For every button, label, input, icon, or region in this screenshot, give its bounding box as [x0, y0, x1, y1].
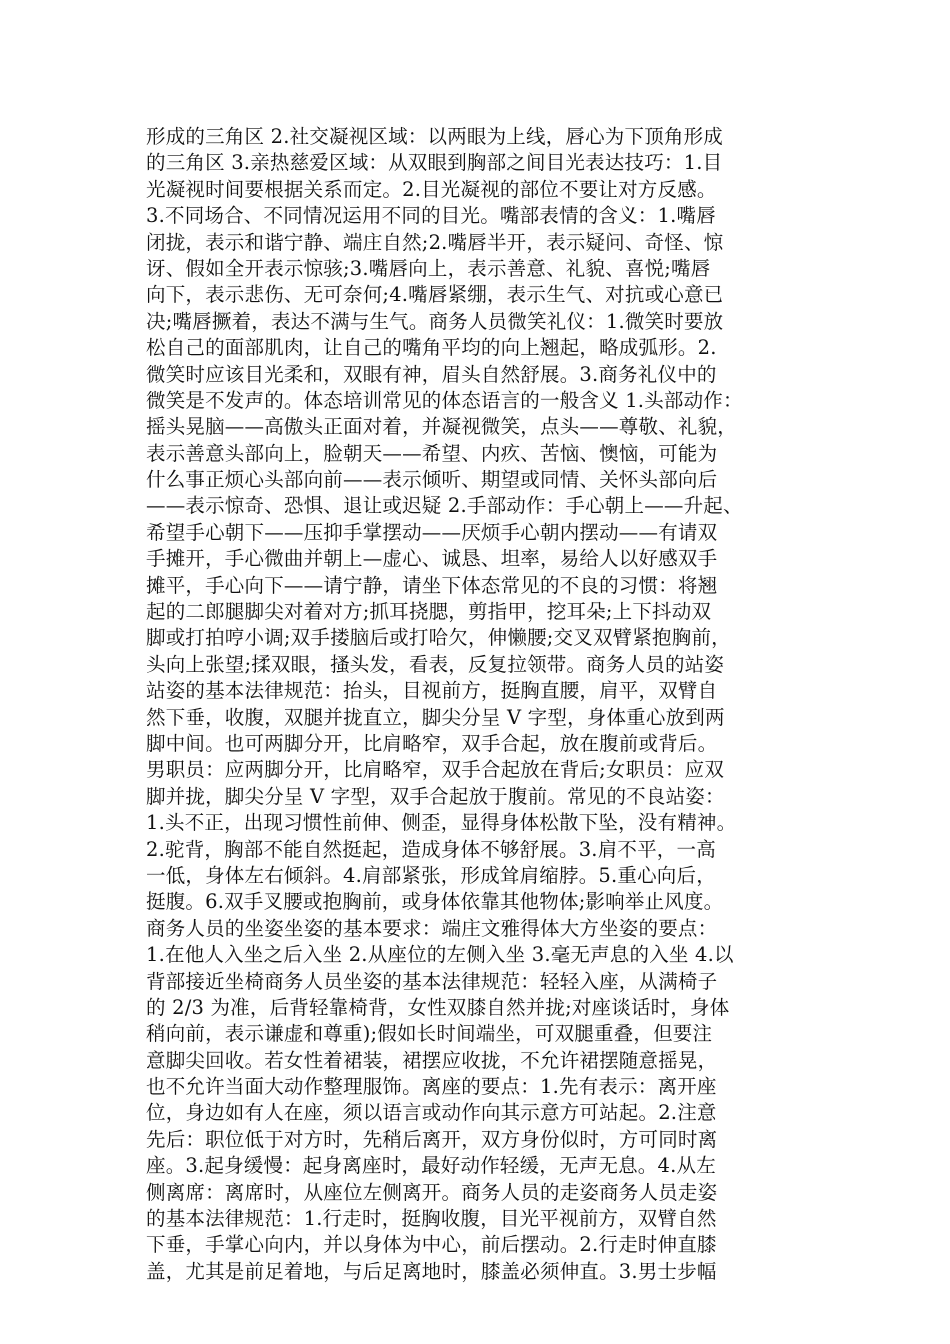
text-line: 下垂，手掌心向内，并以身体为中心，前后摆动。2.行走时伸直膝 — [146, 1233, 717, 1257]
text-line: 讶、假如全开表示惊骇;3.嘴唇向上，表示善意、礼貌、喜悦;嘴唇 — [146, 256, 711, 280]
text-line: 1.头不正，出现习惯性前伸、侧歪，显得身体松散下坠，没有精神。 — [146, 811, 737, 835]
text-line: 脚并拢，脚尖分呈 V 字型，双手合起放于腹前。常见的不良站姿： — [146, 784, 725, 808]
text-line: 闭拢，表示和谐宁静、端庄自然;2.嘴唇半开，表示疑问、奇怪、惊 — [146, 230, 724, 254]
text-line: 光凝视时间要根据关系而定。2.目光凝视的部位不要让对方反感。 — [146, 177, 717, 201]
text-line: 表示善意头部向上，脸朝天——希望、内疚、苦恼、懊恼，可能为 — [146, 441, 718, 465]
text-line: 松自己的面部肌肉，让自己的嘴角平均的向上翘起，略成弧形。2. — [146, 336, 717, 360]
text-line: 脚或打拍哼小调;双手搂脑后或打哈欠，伸懒腰;交叉双臂紧抱胸前， — [146, 626, 731, 650]
text-line: 一低，身体左右倾斜。4.肩部紧张，形成耸肩缩脖。5.重心向后， — [146, 863, 716, 887]
text-line: 摊平，手心向下——请宁静，请坐下体态常见的不良的习惯：将翘 — [146, 573, 718, 597]
text-line: 希望手心朝下——压抑手掌摆动——厌烦手心朝内摆动——有请双 — [146, 520, 718, 544]
text-line: 形成的三角区 2.社交凝视区域：以两眼为上线，唇心为下顶角形成 — [146, 125, 724, 148]
text-line: 然下垂，收腹，双腿并拢直立，脚尖分呈 V 字型，身体重心放到两 — [146, 705, 725, 729]
text-line: 挺腹。6.双手叉腰或抱胸前，或身体依靠其他物体;影响举止风度。 — [146, 890, 724, 914]
text-line: 3.不同场合、不同情况运用不同的目光。嘴部表情的含义：1.嘴唇 — [146, 204, 716, 228]
text-line: 站姿的基本法律规范：抬头，目视前方，挺胸直腰，肩平，双臂自 — [146, 679, 718, 703]
text-line: 的三角区 3.亲热慈爱区域：从双眼到胸部之间目光表达技巧：1.目 — [146, 151, 723, 175]
text-line: 微笑时应该目光柔和，双眼有神，眉头自然舒展。3.商务礼仪中的 — [146, 362, 717, 386]
text-line: 微笑是不发声的。体态培训常见的体态语言的一般含义 1.头部动作： — [146, 388, 743, 412]
text-line: 盖，尤其是前足着地，与后足离地时，膝盖必须伸直。3.男士步幅 — [146, 1259, 717, 1283]
text-line: 座。3.起身缓慢：起身离座时，最好动作轻缓，无声无息。4.从左 — [146, 1154, 716, 1178]
text-line: 位，身边如有人在座，须以语言或动作向其示意方可站起。2.注意 — [146, 1101, 717, 1125]
text-line: 起的二郎腿脚尖对着对方;抓耳挠腮，剪指甲，挖耳朵;上下抖动双 — [146, 600, 712, 624]
text-line: 背部接近坐椅商务人员坐姿的基本法律规范：轻轻入座，从满椅子 — [146, 969, 718, 993]
body-text — [146, 124, 826, 1285]
text-line: 头向上张望;揉双眼，搔头发，看表，反复拉领带。商务人员的站姿 — [146, 652, 725, 676]
text-line: 稍向前，表示谦虚和尊重);假如长时间端坐，可双腿重叠，但要注 — [146, 1022, 713, 1046]
text-line: 也不允许当面大动作整理服饰。离座的要点：1.先有表示：离开座 — [146, 1075, 717, 1099]
text-line: 2.驼背，胸部不能自然挺起，造成身体不够舒展。3.肩不平，一高 — [146, 837, 716, 861]
text-line: 1.在他人入坐之后入坐 2.从座位的左侧入坐 3.毫无声息的入坐 4.以 — [146, 943, 734, 967]
text-line: 手摊开，手心微曲并朝上—虚心、诚恳、坦率，易给人以好感双手 — [146, 547, 718, 571]
text-line: 的基本法律规范：1.行走时，挺胸收腹，目光平视前方，双臂自然 — [146, 1207, 717, 1231]
text-line: 什么事正烦心头部向前——表示倾听、期望或同情、关怀头部向后 — [146, 468, 718, 492]
text-line: 向下，表示悲伤、无可奈何;4.嘴唇紧绷，表示生气、对抗或心意已 — [146, 283, 724, 307]
text-line: 的 2/3 为准，后背轻靠椅背，女性双膝自然并拢;对座谈话时，身体 — [146, 995, 730, 1019]
text-line: 脚中间。也可两脚分开，比肩略窄，双手合起，放在腹前或背后。 — [146, 731, 718, 755]
text-line: 商务人员的坐姿坐姿的基本要求：端庄文雅得体大方坐姿的要点： — [146, 916, 718, 940]
text-line: ——表示惊奇、恐惧、退让或迟疑 2.手部动作：手心朝上——升起、 — [146, 494, 743, 518]
text-line: 摇头晃脑——高傲头正面对着，并凝视微笑，点头——尊敬、礼貌， — [146, 415, 738, 439]
text-line: 先后：职位低于对方时，先稍后离开，双方身份似时，方可同时离 — [146, 1127, 718, 1151]
text-line: 意脚尖回收。若女性着裙装，裙摆应收拢，不允许裙摆随意摇晃， — [146, 1048, 718, 1072]
text-line: 男职员：应两脚分开，比肩略窄，双手合起放在背后;女职员：应双 — [146, 758, 725, 782]
text-line: 决;嘴唇撅着，表达不满与生气。商务人员微笑礼仪：1.微笑时要放 — [146, 309, 724, 333]
text-line: 侧离席：离席时，从座位左侧离开。商务人员的走姿商务人员走姿 — [146, 1180, 718, 1204]
